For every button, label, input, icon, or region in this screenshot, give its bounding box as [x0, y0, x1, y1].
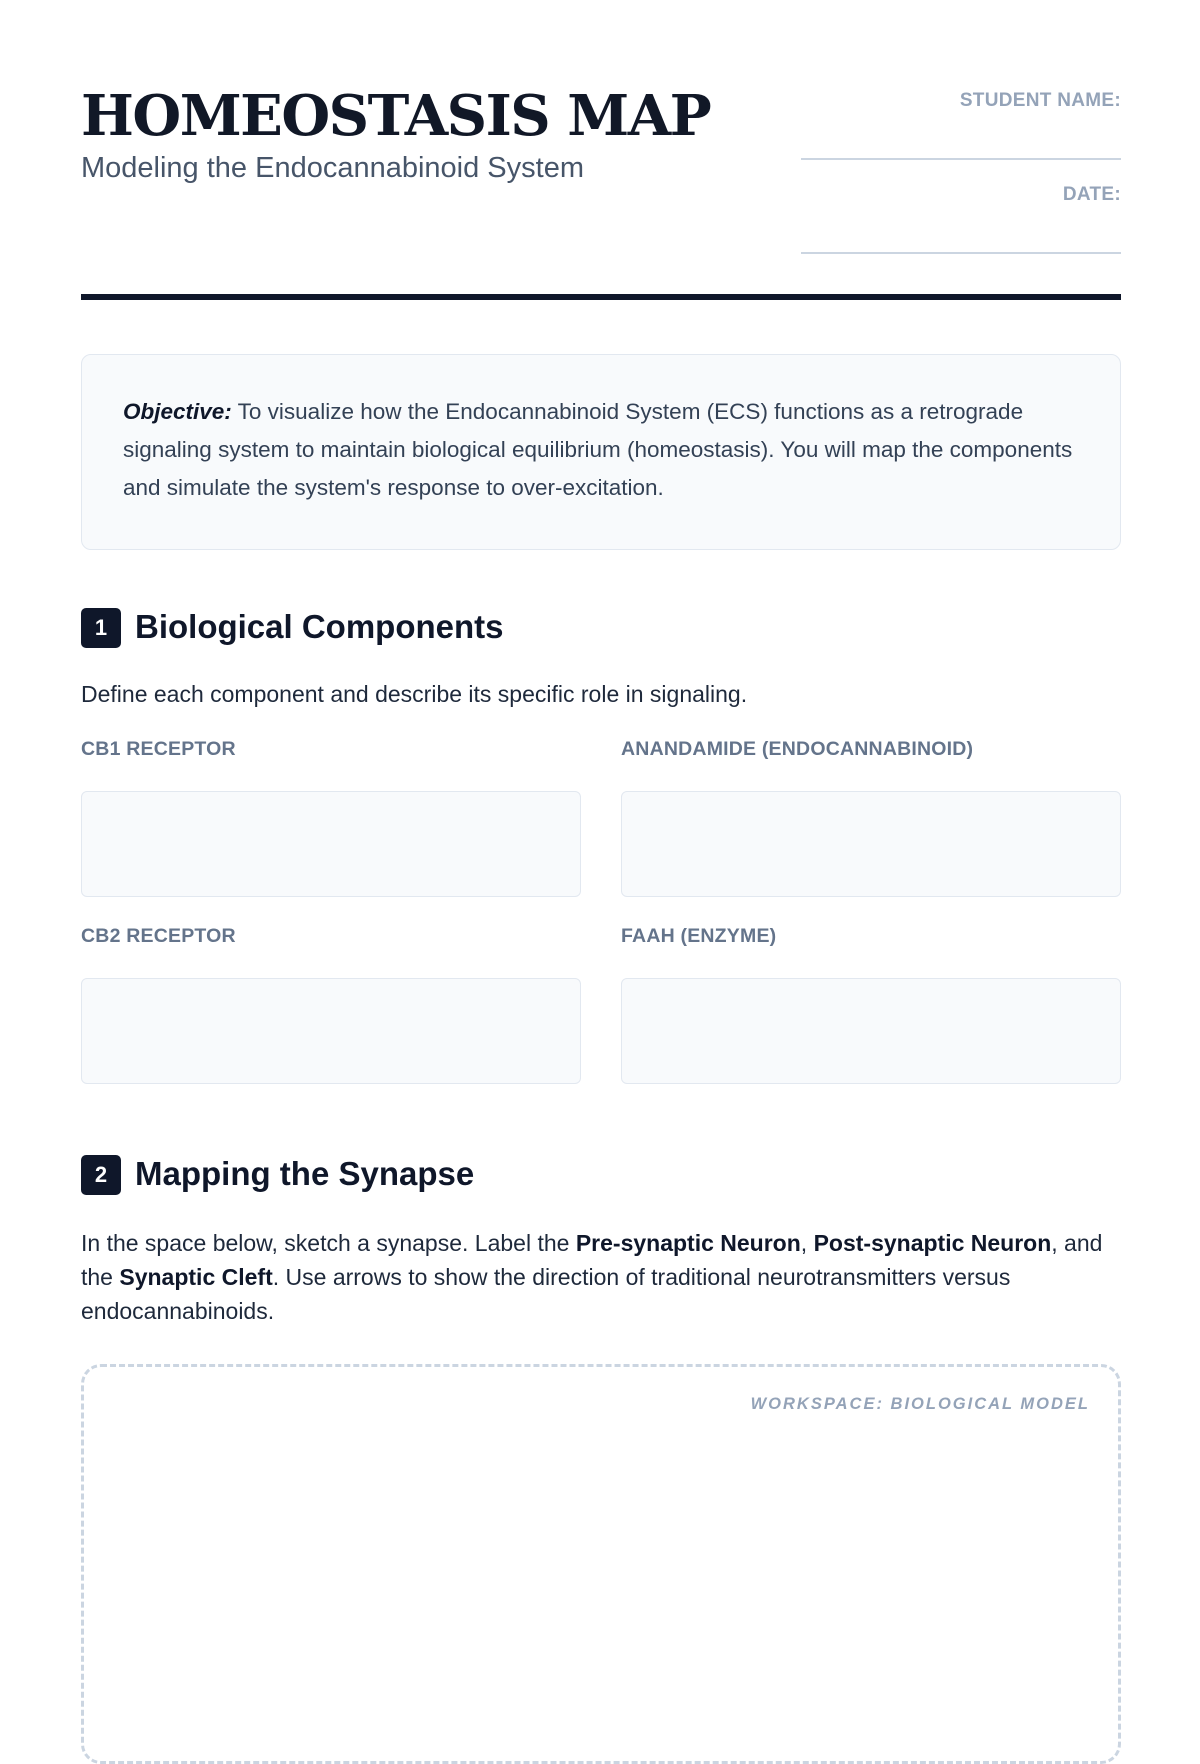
objective-text	[123, 393, 1080, 507]
section-2-title: Mapping the Synapse	[135, 1155, 475, 1192]
term-synaptic-cleft: Synaptic Cleft	[119, 1264, 273, 1290]
section-1-header	[81, 608, 1121, 648]
anandamide-label: ANANDAMIDE (ENDOCANNABINOID)	[621, 738, 974, 760]
workspace-label: WORKSPACE: BIOLOGICAL MODEL	[750, 1395, 1090, 1413]
term-post-synaptic: Post-synaptic Neuron	[813, 1230, 1052, 1256]
section-1-title: Biological Components	[135, 608, 504, 645]
section-2-instructions	[81, 1226, 1121, 1328]
page-title: HOMEOSTASIS MAP	[81, 83, 711, 149]
objective-label: Objective:	[123, 399, 232, 424]
header-divider	[81, 294, 1121, 300]
sketch-workspace[interactable]	[81, 1364, 1121, 1764]
worksheet-page	[81, 0, 1121, 1600]
page-subtitle: Modeling the Endocannabinoid System	[81, 152, 584, 184]
instructions-text: . Use arrows to show the direction of traditional neurotransmitters versus endocannabinoids.	[81, 1264, 1011, 1324]
student-name-label: STUDENT NAME:	[959, 90, 1121, 111]
cb1-receptor-field[interactable]	[81, 791, 581, 897]
cb2-receptor-field[interactable]	[81, 978, 581, 1084]
term-pre-synaptic: Pre-synaptic Neuron	[575, 1230, 801, 1256]
cb2-receptor-label: CB2 RECEPTOR	[81, 925, 236, 947]
section-1-number: 1	[81, 608, 121, 648]
objective-body: To visualize how the Endocannabinoid System (ECS) functions as a retrograde signaling system to maintain biological equilibrium (homeostasis). You will map the components and simulate the system's response to over-excitation.	[123, 399, 1073, 500]
anandamide-field[interactable]	[621, 791, 1121, 897]
student-name-line[interactable]	[801, 158, 1121, 160]
faah-enzyme-field[interactable]	[621, 978, 1121, 1084]
header	[81, 80, 1121, 300]
instructions-text: In the space below, sketch a synapse. Label the	[81, 1230, 576, 1256]
cb1-receptor-label: CB1 RECEPTOR	[81, 738, 236, 760]
instructions-text: ,	[800, 1230, 814, 1256]
instructions-text: , and the	[81, 1230, 1103, 1290]
date-line[interactable]	[801, 252, 1121, 254]
objective-box	[81, 354, 1121, 550]
faah-enzyme-label: FAAH (ENZYME)	[621, 925, 777, 947]
section-2-header	[81, 1155, 1121, 1195]
section-1-instructions: Define each component and describe its specific role in signaling.	[81, 681, 748, 707]
date-label: DATE:	[1062, 184, 1121, 205]
section-2-number: 2	[81, 1155, 121, 1195]
